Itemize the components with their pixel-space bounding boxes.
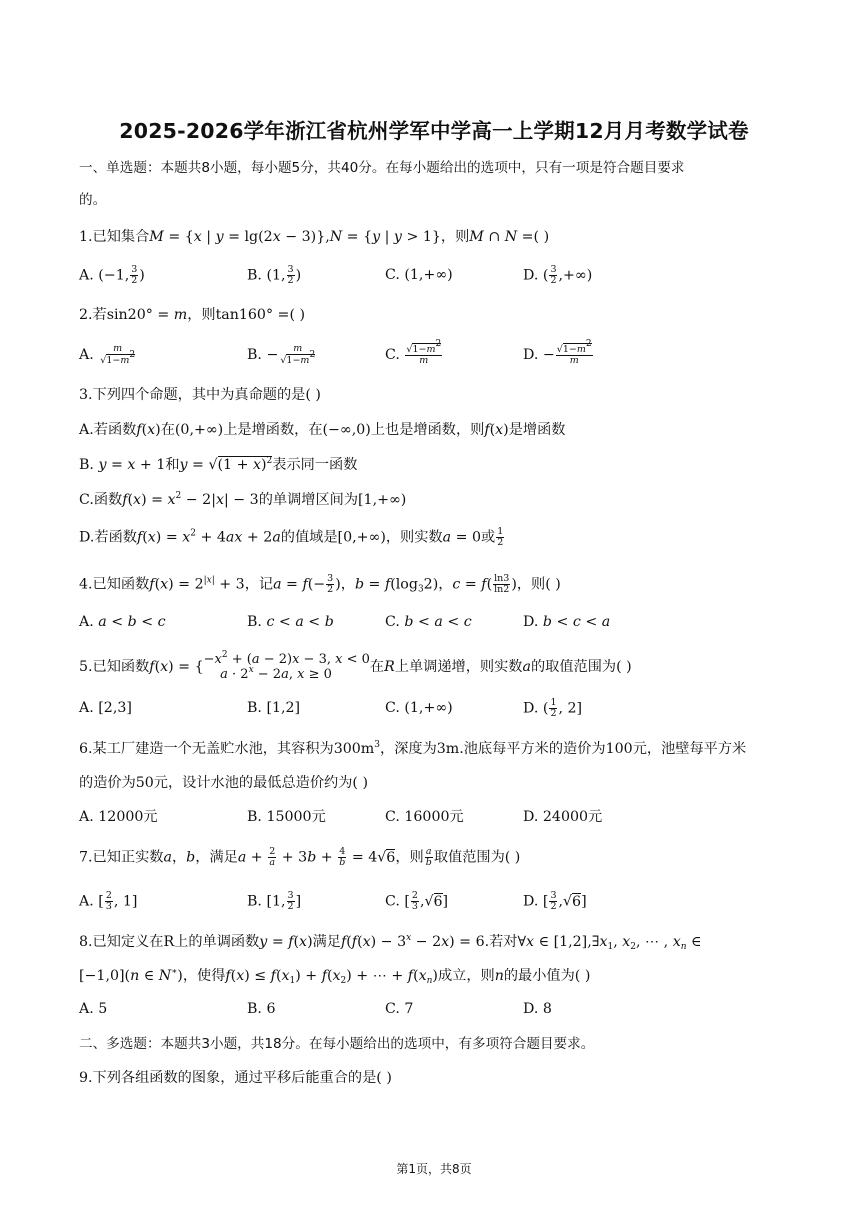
- section-1-heading: [79, 158, 791, 178]
- q8-option-d: D. 8: [523, 1001, 552, 1017]
- q1-option-d: D. ( $\frac{3}{2}$ ,+∞): [523, 264, 593, 286]
- q4-option-b: B. c < a < b: [247, 614, 334, 630]
- q3-option-d: D.若函数$f(x) = x^2 + 4ax + 2a$的值域是[0,+∞)，则实数a = 0或 $\frac{1}{2}$: [79, 526, 504, 548]
- q3-option-a: A.若函数f(x)在(0,+∞)上是增函数，在(−∞,0)上也是增函数，则f(x)是增函数: [79, 422, 566, 438]
- q2-option-a: A. $\frac{m}{√1-m^2}$: [79, 343, 136, 366]
- question-2: 2.若sin20° = m，则tan160° =( ): [79, 307, 306, 323]
- q4-option-d: D. b < c < a: [523, 614, 611, 630]
- question-6-cont: 的造价为50元，设计水池的最低总造价约为( ): [79, 775, 369, 791]
- question-9: 9.下列各组函数的图象，通过平移后能重合的是( ): [79, 1070, 392, 1086]
- q1-option-c: C. (1,+∞): [385, 267, 453, 283]
- page-footer: 第1页，共8页: [396, 1162, 472, 1176]
- q8-option-a: A. 5: [79, 1001, 108, 1017]
- question-8: 8.已知定义在R上的单调函数y = f(x)满足$f(f(x) - 3^x - 2x) = 6$.若对∀x ∈ $[1,2],\exists x_1$, $x_2$, ⋯ , $x_n$ ∈: [79, 933, 702, 952]
- q5-option-d: D. ( $\frac{1}{2}$ , 2]: [523, 697, 583, 719]
- q4-option-a: A. a < b < c: [79, 614, 166, 630]
- q7-option-a: A. [ $\frac{2}{3}$ , 1]: [79, 890, 138, 912]
- q4-option-c: C. b < a < c: [385, 614, 472, 630]
- q5-option-a: A. [2,3]: [79, 700, 132, 716]
- question-4: 4.已知函数$f(x) = 2^{|x|} + 3$，记a = f(− $\frac{3}{2}$ )，$b = f(\log_32)$，c = f( $\frac{\ln 3}{\ln 2}$ )，则( ): [79, 573, 561, 595]
- question-8-cont: [−1,0](n ∈ N∗)，使得$f(x) \le f(x_1) + f(x_2)$ + ⋯ + $f(x_n)$成立，则n的最小值为( ): [79, 967, 591, 986]
- q2-option-d: D. − $\frac{√1-m^2}{m}$: [523, 339, 592, 366]
- question-1: 1.已知集合M = {x | y = lg(2x − 3)},N = {y | y > 1}，则M ∩ N =( ): [79, 229, 550, 245]
- q3-option-c: C.函数$f(x) = x^2 - 2|x| - 3$的单调增区间为[1,+∞): [79, 491, 407, 508]
- section-1-heading-cont: 的。: [79, 192, 107, 208]
- q7-option-d: D. [ $\frac{3}{2}$ ,√6]: [523, 890, 587, 912]
- q2-option-c: C. $\frac{√1-m^2}{m}$: [385, 339, 442, 366]
- q7-option-c: C. [ $\frac{2}{3}$ ,√6]: [385, 890, 449, 912]
- q6-option-d: D. 24000元: [523, 809, 603, 825]
- question-5: 5.已知函数f(x) = { $-x^2 + (a - 2)x - 3$, x < 0 $a \cdot 2^x - 2a$, x ≥ 0 在R上单调递增，则实数a的取值范围为( ): [79, 650, 632, 682]
- q6-option-a: A. 12000元: [79, 809, 158, 825]
- page-title: 2025-2026学年浙江省杭州学军中学高一上学期12月月考数学试卷: [119, 119, 749, 143]
- q6-option-c: C. 16000元: [385, 809, 464, 825]
- q1-option-b: B. (1, $\frac{3}{2}$ ): [247, 264, 302, 286]
- q1-option-a: A. (−1, $\frac{3}{2}$ ): [79, 264, 145, 286]
- question-7: 7.已知正实数a，b，满足a + $\frac{2}{a}$ + 3b + $\frac{4}{b}$ = 4√6，则 $\frac{a}{b}$ 取值范围为( ): [79, 846, 521, 868]
- question-6: 6.某工厂建造一个无盖贮水池，其容积为$300m^3$，深度为3m.池底每平方米的造价为100元，池壁每平方米: [79, 740, 747, 757]
- q8-option-b: B. 6: [247, 1001, 276, 1017]
- q2-option-b: B. − $\frac{m}{√1-m^2}$: [247, 343, 316, 366]
- q8-option-c: C. 7: [385, 1001, 414, 1017]
- q5-option-c: C. (1,+∞): [385, 700, 453, 716]
- q3-option-b: B. y = x + 1和$y = √(1 + x)^2$表示同一函数: [79, 456, 358, 473]
- section-2-heading: 二、多选题：本题共3小题，共18分。在每小题给出的选项中，有多项符合题目要求。: [79, 1036, 595, 1052]
- q6-option-b: B. 15000元: [247, 809, 326, 825]
- q5-option-b: B. [1,2]: [247, 700, 301, 716]
- q7-option-b: B. [1, $\frac{3}{2}$ ]: [247, 890, 302, 912]
- section-1-text: 一、单选题：本题共8小题，每小题5分，共40分。在每小题给出的选项中，只有一项是符合题目要求: [79, 160, 685, 176]
- question-3: 3.下列四个命题，其中为真命题的是( ): [79, 387, 321, 403]
